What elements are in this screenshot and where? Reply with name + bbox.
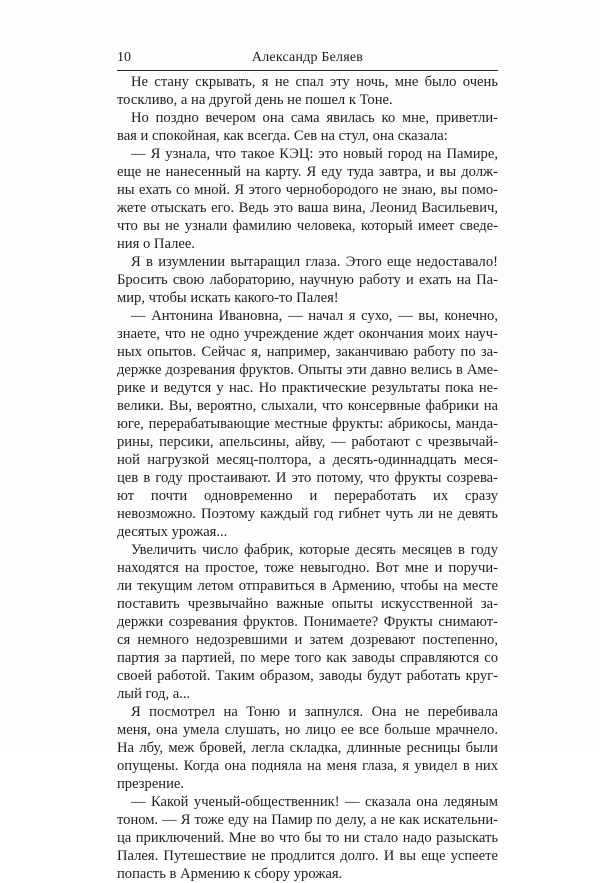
text-line: поставить чрезвычайно важные опыты искусственной за-: [117, 596, 498, 612]
text-line: держке дозревания фруктов. Опыты эти давно велись в Аме-: [117, 362, 498, 378]
text-line: попасть в Армению к сбору урожая.: [117, 866, 343, 882]
text-line: — Антонина Ивановна, — начал я сухо, — вы, конечно,: [131, 308, 498, 324]
text-line: ца приключений. Мне во что бы то ни стало надо разыскать: [117, 830, 498, 846]
text-line: велики. Вы, вероятно, слыхали, что консервные фабрики на: [117, 398, 498, 414]
text-line: Я посмотрел на Тоню и запнулся. Она не перебивала: [131, 704, 498, 720]
running-head: [117, 48, 498, 68]
text-line: лый год, а...: [117, 686, 191, 702]
text-line: тоном. — Я тоже еду на Памир по делу, а не как искательни-: [117, 812, 498, 828]
text-line: своей работой. Таким образом, заводы будут работать круг-: [117, 668, 498, 684]
body-text: [117, 73, 498, 883]
page-number: 10: [117, 50, 131, 65]
text-line: рины, персики, апельсины, айву, — работают с чрезвычай-: [117, 434, 498, 450]
text-line: жете отыскать его. Ведь это ваша вина, Леонид Васильевич,: [117, 200, 498, 216]
text-line: вая и спокойная, как всегда. Сев на стул, она сказала:: [117, 128, 448, 144]
text-line: Но поздно вечером она сама явилась ко мне, приветли-: [131, 110, 498, 126]
text-line: партия за партией, по мере того как заводы справляются со: [117, 650, 498, 666]
text-line: ной нагрузкой месяц-полтора, а десять-одиннадцать меся-: [117, 452, 498, 468]
text-line: презрение.: [117, 776, 185, 792]
text-line: Не стану скрывать, я не спал эту ночь, мне было очень: [131, 74, 498, 90]
text-line: ли текущим летом отправиться в Армению, чтобы на месте: [117, 578, 498, 594]
text-line: ных опытов. Сейчас я, например, заканчиваю работу по за-: [117, 344, 498, 360]
text-line: — Какой ученый-общественник! — сказала она ледяным: [131, 794, 498, 810]
text-line: Бросить свою лабораторию, научную работу и ехать на Па-: [117, 272, 498, 288]
text-line: держки созревания фруктов. Понимаете? Фрукты снимают-: [117, 614, 498, 630]
text-line: меня, она умела слушать, но лицо ее все больше мрачнело.: [117, 722, 498, 738]
header-rule: [117, 70, 498, 71]
book-author: Александр Беляев: [251, 50, 364, 65]
text-line: опущены. Когда она подняла на меня глаза, я увидел в них: [117, 758, 498, 774]
text-line: цев в году простаивают. И это потому, что фрукты созрева-: [117, 470, 498, 486]
text-line: Увеличить число фабрик, которые десять месяцев в году: [131, 542, 498, 558]
text-line: мир, чтобы искать какого-то Палея!: [117, 290, 339, 306]
text-line: Я в изумлении вытаращил глаза. Этого еще недоставало!: [131, 254, 498, 270]
text-line: ся немного недозревшими и затем дозревают постепенно,: [117, 632, 498, 648]
text-line: юге, перерабатывающие местные фрукты: абрикосы, манда-: [117, 416, 498, 432]
text-line: ния о Палее.: [117, 236, 195, 252]
text-line: ны ехать со мной. Я этого чернобородого не знаю, вы помо-: [117, 182, 498, 198]
text-line: десятых урожая...: [117, 524, 228, 540]
text-line: — Я узнала, что такое КЭЦ: это новый город на Памире,: [131, 146, 498, 162]
text-line: На лбу, меж бровей, легла складка, длинные ресницы были: [117, 740, 498, 756]
text-line: что вы не узнали фамилию человека, который имеет сведе-: [117, 218, 498, 234]
text-line: знаете, что не одно учреждение ждет окончания моих науч-: [117, 326, 498, 342]
text-line: Палея. Путешествие не продлится долго. И вы еще успеете: [117, 848, 498, 864]
text-line: рике и ведутся у нас. Но практические результаты пока не-: [117, 380, 498, 396]
text-line: ют почти одновременно и переработать их сразу: [117, 488, 498, 504]
text-line: находятся на простое, тоже невыгодно. Вот мне и поручи-: [117, 560, 498, 576]
text-line: еще не нанесенный на карту. Я еду туда завтра, и вы долж-: [117, 164, 498, 180]
text-line: тоскливо, а на другой день не пошел к Тоне.: [117, 92, 393, 108]
text-line: невозможно. Поэтому каждый год гибнет чуть ли не девять: [117, 506, 498, 522]
